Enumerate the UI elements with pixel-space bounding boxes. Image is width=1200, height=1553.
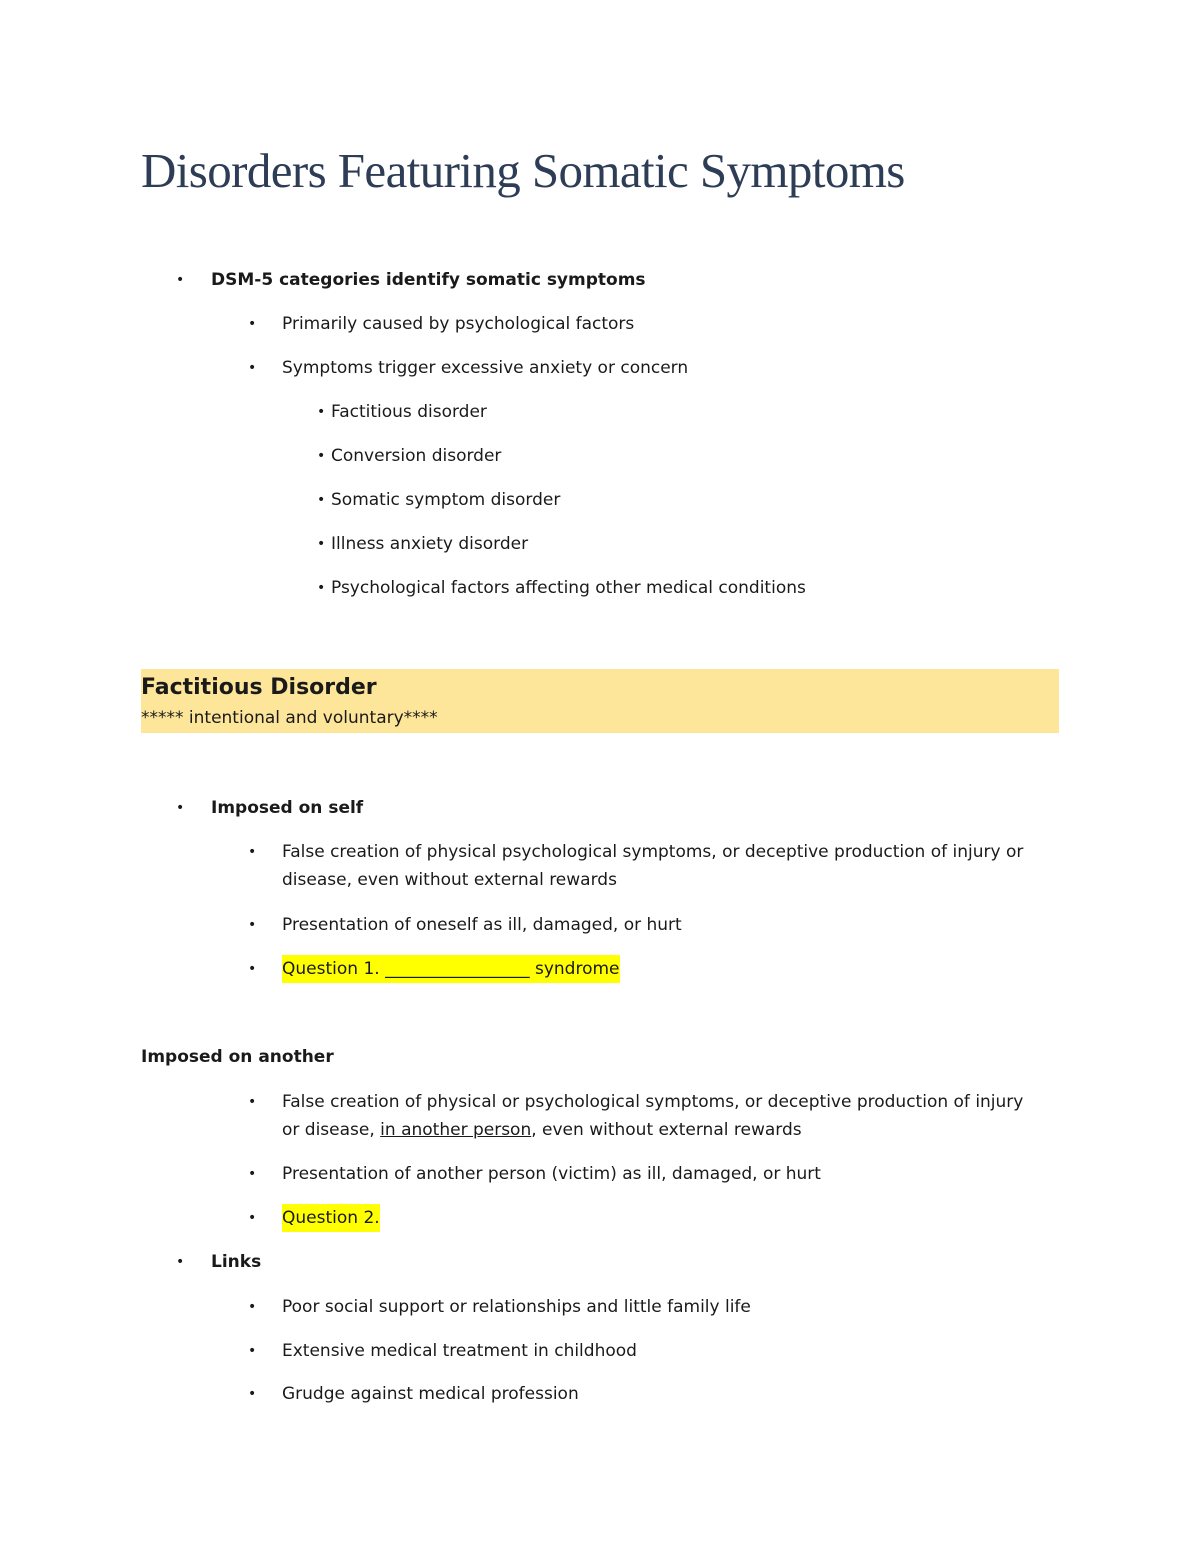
underlined-text: in another person — [380, 1120, 532, 1140]
sub-list-item: Somatic symptom disorder — [331, 490, 561, 510]
bullet-icon: • — [248, 316, 257, 332]
bullet-icon: • — [248, 360, 257, 376]
bullet-icon: • — [248, 1343, 257, 1359]
sub-list-item: Conversion disorder — [331, 446, 502, 466]
self-heading: Imposed on self — [211, 798, 364, 818]
section-subheading: ***** intentional and voluntary**** — [141, 708, 438, 728]
bullet-icon: • — [248, 1386, 257, 1402]
list-item: Symptoms trigger excessive anxiety or concern — [282, 358, 689, 378]
page-title: Disorders Featuring Somatic Symptoms — [141, 143, 905, 198]
bullet-icon: • — [317, 492, 326, 508]
intro-heading: DSM-5 categories identify somatic symptoms — [211, 270, 646, 290]
bullet-icon: • — [317, 448, 326, 464]
bullet-icon: • — [317, 404, 326, 420]
list-item: Grudge against medical profession — [282, 1384, 579, 1404]
bullet-icon: • — [248, 1166, 257, 1182]
bullet-icon: • — [176, 800, 185, 816]
text-run: , even without external rewards — [531, 1120, 802, 1140]
question-1: Question 1. _________________ syndrome — [282, 955, 620, 983]
bullet-icon: • — [317, 580, 326, 596]
section-heading: Factitious Disorder — [141, 675, 377, 700]
list-item: False creation of physical psychological symptoms, or deceptive production of injury or — [282, 842, 1024, 862]
list-item: Extensive medical treatment in childhood — [282, 1341, 637, 1361]
bullet-icon: • — [248, 1299, 257, 1315]
bullet-icon: • — [248, 844, 257, 860]
bullet-icon: • — [248, 917, 257, 933]
list-item-continuation — [282, 1116, 802, 1144]
links-heading: Links — [211, 1252, 262, 1272]
list-item: False creation of physical or psychological symptoms, or deceptive production of injury — [282, 1092, 1024, 1112]
list-item: Primarily caused by psychological factors — [282, 314, 635, 334]
text-run: or disease, — [282, 1120, 381, 1140]
sub-list-item: Illness anxiety disorder — [331, 534, 529, 554]
list-item-continuation: disease, even without external rewards — [282, 870, 617, 890]
bullet-icon: • — [317, 536, 326, 552]
question-2: Question 2. — [282, 1204, 380, 1232]
bullet-icon: • — [176, 1254, 185, 1270]
bullet-icon: • — [248, 1094, 257, 1110]
bullet-icon: • — [248, 1210, 257, 1226]
sub-list-item: Psychological factors affecting other medical conditions — [331, 578, 806, 598]
list-item: Presentation of another person (victim) as ill, damaged, or hurt — [282, 1164, 821, 1184]
bullet-icon: • — [176, 272, 185, 288]
another-heading: Imposed on another — [141, 1047, 334, 1067]
sub-list-item: Factitious disorder — [331, 402, 487, 422]
list-item: Poor social support or relationships and little family life — [282, 1297, 751, 1317]
bullet-icon: • — [248, 961, 257, 977]
list-item: Presentation of oneself as ill, damaged, or hurt — [282, 915, 682, 935]
